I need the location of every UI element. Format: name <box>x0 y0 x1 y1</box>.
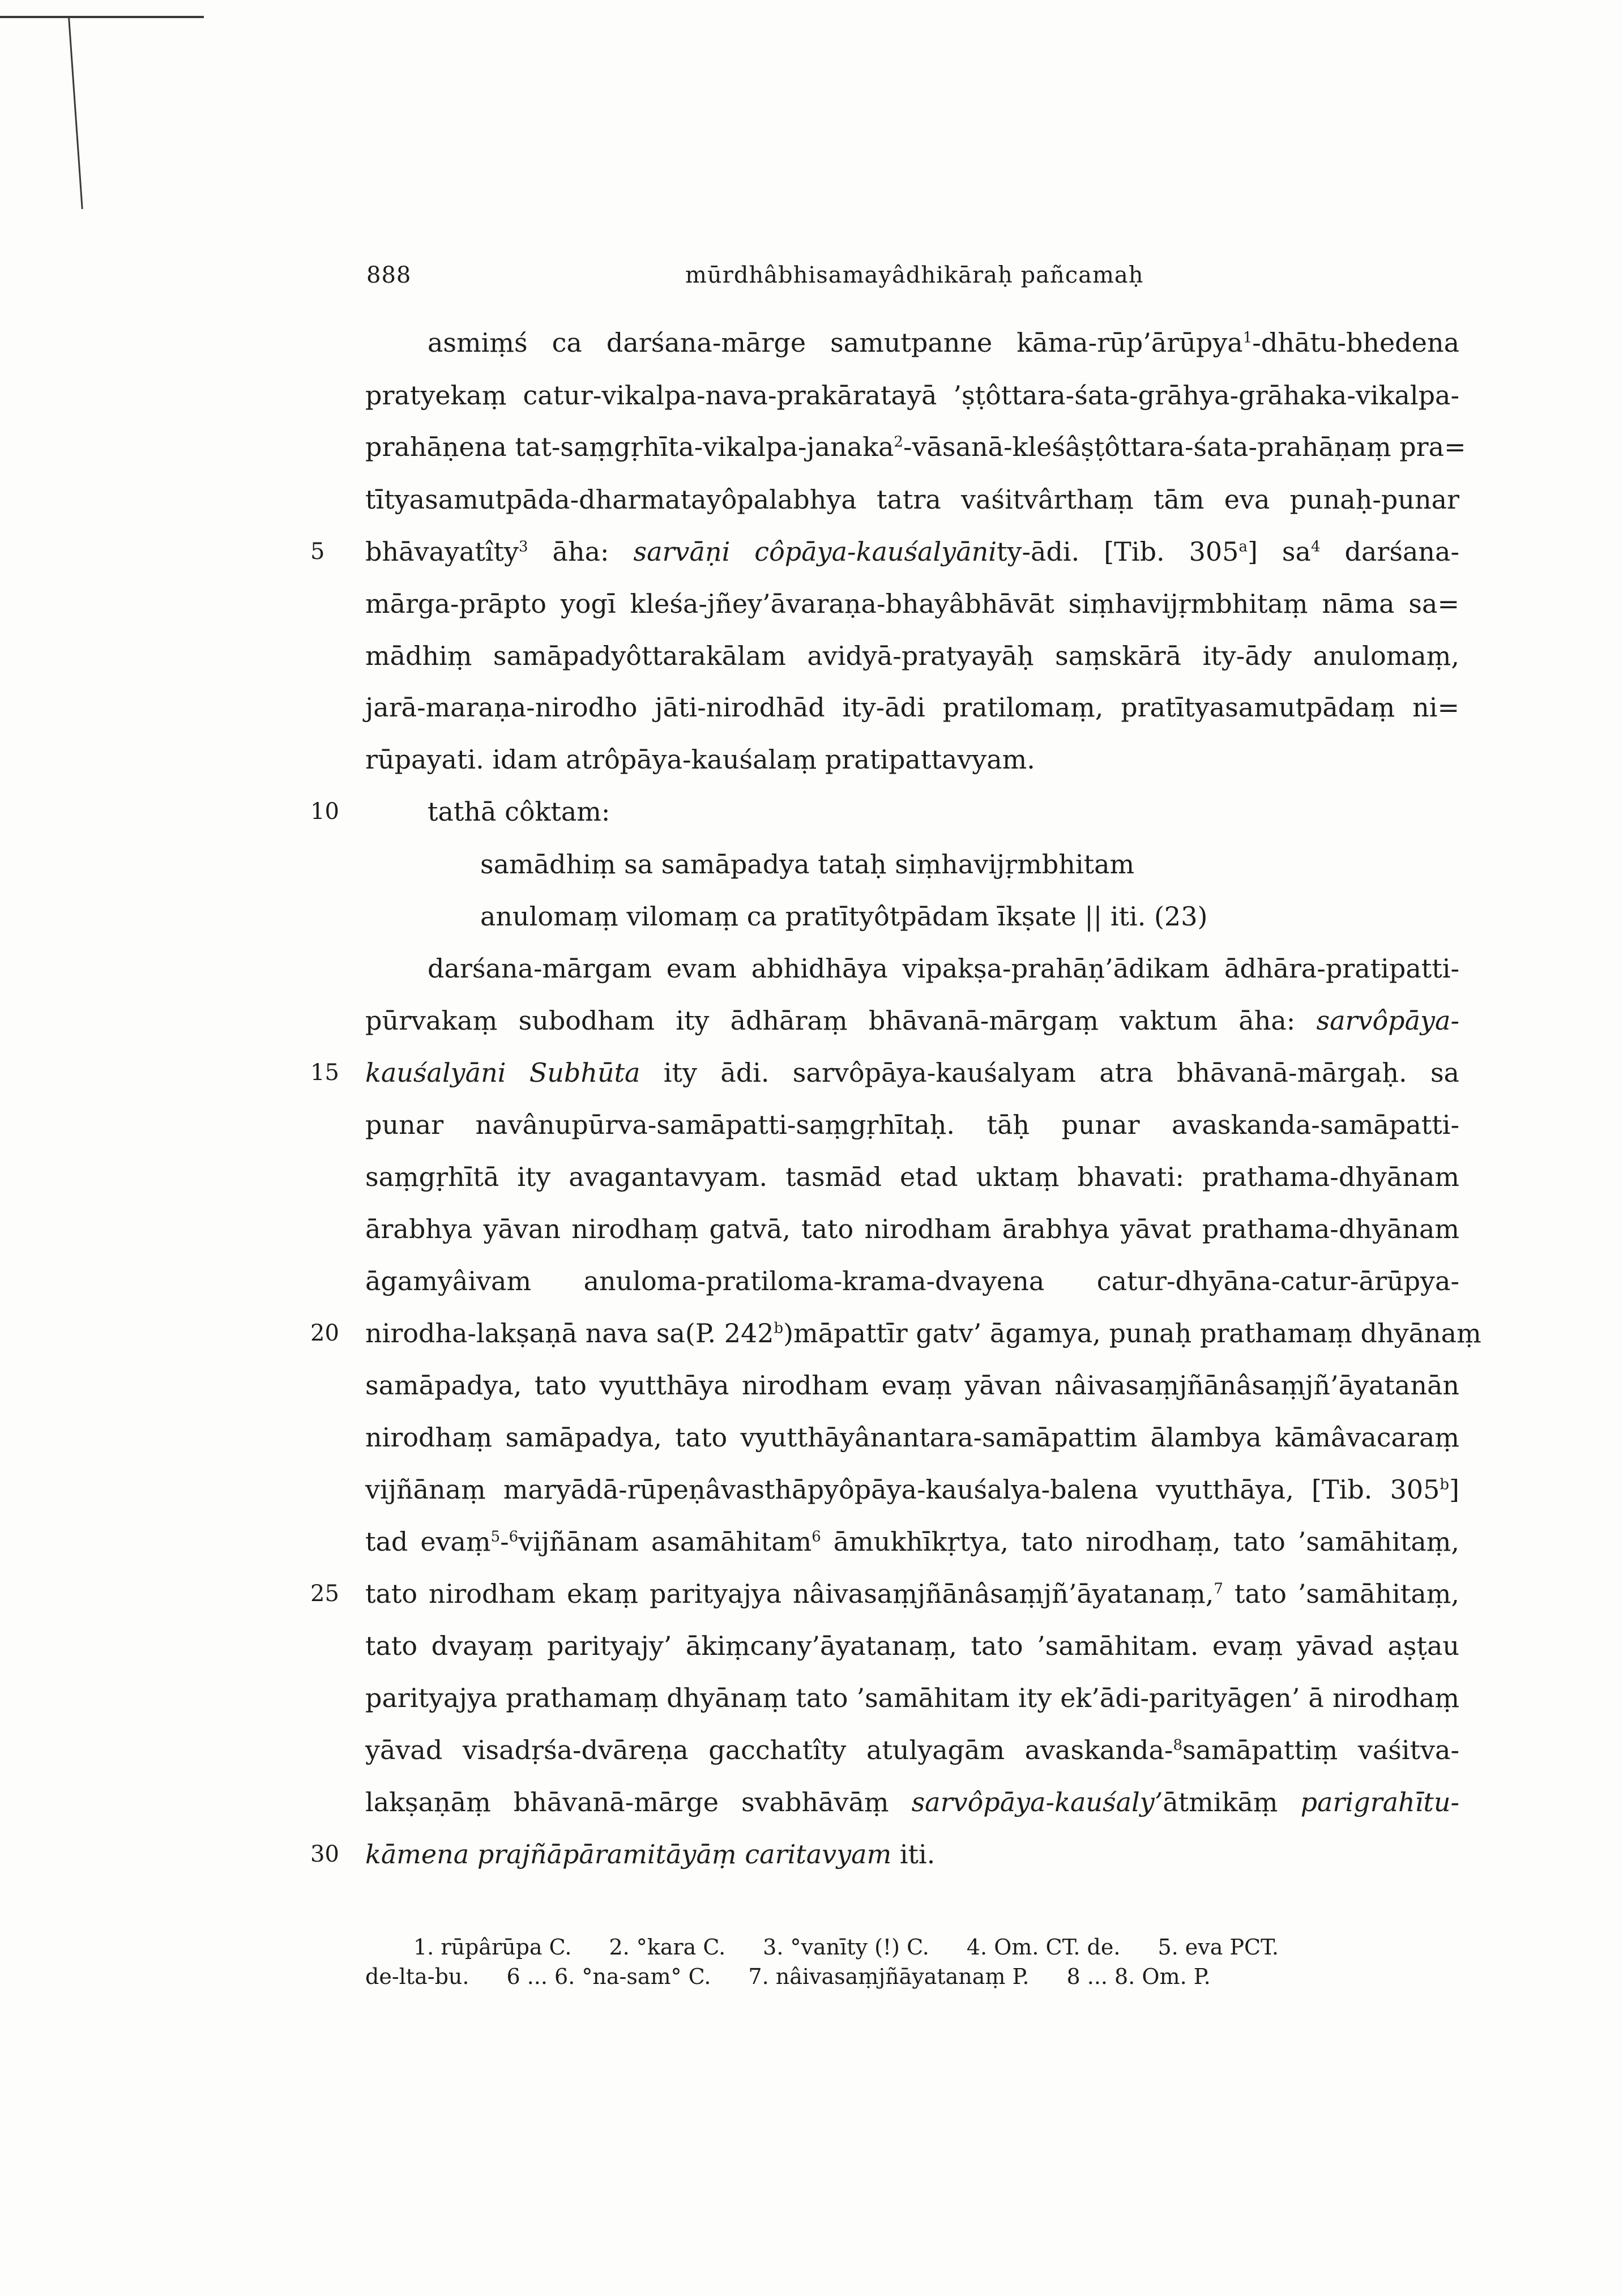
text-line: kāmena prajñāpāramitāyāṃ caritavyam iti. <box>365 1839 936 1870</box>
text-line: pratyekaṃ catur-vikalpa-nava-prakāratayā ’ṣṭôttara-śata-grāhya-grāhaka-vikalpa- <box>365 380 1459 411</box>
text-line: darśana-mārgam evam abhidhāya vipakṣa-prahāṇ’ādikam ādhāra-pratipatti- <box>428 953 1459 984</box>
text-line: parityajya prathamaṃ dhyānaṃ tato ’samāhitam ity ek’ādi-parityāgen’ ā nirodhaṃ <box>365 1683 1459 1713</box>
text-line: tathā côktam: <box>428 796 610 827</box>
text-line: punar navânupūrva-samāpatti-saṃgṛhītaḥ. tāḥ punar avaskanda-samāpatti- <box>365 1109 1459 1140</box>
footnote: 7. nâivasaṃjñāyatanaṃ P. <box>748 1964 1030 1989</box>
footnote: 1. rūpârūpa C. <box>413 1935 572 1960</box>
line-number: 15 <box>310 1060 339 1086</box>
footnote-ref: 1 <box>1242 329 1253 347</box>
text-line: samāpadya, tato vyutthāya nirodham evaṃ yāvan nâivasaṃjñānâsaṃjñ’āyatanān <box>365 1370 1459 1401</box>
footnote-ref: 4 <box>1310 538 1321 556</box>
footnote: 6 ... 6. °na-sam° C. <box>506 1964 711 1989</box>
verse-line: samādhiṃ sa samāpadya tataḥ siṃhavijṛmbhitam <box>480 849 1135 880</box>
footnote-ref: 6 <box>812 1528 821 1546</box>
page-number: 888 <box>366 262 412 288</box>
line-number: 5 <box>310 539 325 565</box>
footnote-ref: 6 <box>509 1528 519 1546</box>
footnote: 4. Om. CT. de. <box>966 1935 1121 1960</box>
line-number: 25 <box>310 1581 339 1607</box>
line-number: 30 <box>310 1841 339 1867</box>
text-line: kauśalyāni Subhūta ity ādi. sarvôpāya-kauśalyam atra bhāvanā-mārgaḥ. sa <box>365 1057 1459 1088</box>
footnote: de-lta-bu. <box>365 1964 469 1989</box>
footnote-ref: 7 <box>1214 1580 1223 1598</box>
verse-line: anulomaṃ vilomaṃ ca pratītyôtpādam īkṣate || iti. (23) <box>480 901 1208 932</box>
text-line: asmiṃś ca darśana-mārge samutpanne kāma-rūp’ārūpya$^1$-dhātu-bhedena <box>428 327 1459 358</box>
footnotes <box>365 1932 1459 1991</box>
line-number: 10 <box>310 799 339 825</box>
footnote-ref: 3 <box>519 538 528 556</box>
scan-edge-mark-horizontal <box>0 16 204 18</box>
text-line: bhāvayatîty$^3$ āha: sarvāṇi côpāya-kauśalyānity-ādi. [Tib. 305$^a$] $sa^4$ darśana- <box>365 536 1459 567</box>
text-line: tato dvayaṃ parityajy’ ākiṃcany’āyatanaṃ, tato ’samāhitam. evaṃ yāvad aṣṭau <box>365 1631 1459 1661</box>
running-head: mūrdhâbhisamayâdhikāraḥ pañcamaḥ <box>685 262 1144 288</box>
text-line: yāvad visadṛśa-dvāreṇa gacchatîty atulyagām avaskanda-$^8$samāpattiṃ vaśitva- <box>365 1735 1460 1765</box>
footnote-line <box>365 1932 1459 1962</box>
text-line: nirodha-lakṣaṇā nava sa(P. 242$^b$)māpattīr gatv’ āgamya, punaḥ prathamaṃ dhyānaṃ <box>365 1318 1481 1348</box>
text-line: mārga-prāpto yogī kleśa-jñey’āvaraṇa-bhayâbhāvāt siṃhavijṛmbhitaṃ nāma sa= <box>365 588 1459 619</box>
text-line: āgamyâivam anuloma-pratiloma-krama-dvayena catur-dhyāna-catur-ārūpya- <box>365 1266 1459 1296</box>
text-line: pūrvakaṃ subodham ity ādhāraṃ bhāvanā-mārgaṃ vaktum āha: sarvôpāya- <box>365 1005 1459 1036</box>
text-line: rūpayati. idam atrôpāya-kauśalaṃ pratipattavyam. <box>365 744 1035 775</box>
footnote: 8 ... 8. Om. P. <box>1066 1964 1211 1989</box>
scan-edge-mark-vertical <box>68 17 83 209</box>
text-line: jarā-maraṇa-nirodho jāti-nirodhād ity-ādi pratilomaṃ, pratītyasamutpādaṃ ni= <box>365 692 1459 723</box>
footnote-ref: 8 <box>1173 1736 1183 1754</box>
text-line: nirodhaṃ samāpadya, tato vyutthāyânantara-samāpattim ālambya kāmâvacaraṃ <box>365 1422 1459 1453</box>
footnote-ref: 2 <box>894 433 903 451</box>
footnote: 3. °vanīty (!) C. <box>763 1935 929 1960</box>
text-line: ārabhya yāvan nirodhaṃ gatvā, tato nirodham ārabhya yāvat prathama-dhyānam <box>365 1214 1459 1244</box>
footnote: 5. eva PCT. <box>1158 1935 1279 1960</box>
text-line: mādhiṃ samāpadyôttarakālam avidyā-pratyayāḥ saṃskārā ity-ādy anulomaṃ, <box>365 641 1459 671</box>
text-line: prahāṇena tat-saṃgṛhīta-vikalpa-janaka$^2$-vāsanā-kleśâṣṭôttara-śata-prahāṇaṃ pra= <box>365 432 1466 462</box>
footnote-line <box>365 1962 1459 1991</box>
text-line: tato nirodham ekaṃ parityajya nâivasaṃjñānâsaṃjñ’āyatanaṃ,$^7$ tato ’samāhitaṃ, <box>365 1578 1459 1609</box>
text-line: saṃgṛhītā ity avagantavyam. tasmād etad uktaṃ bhavati: prathama-dhyānam <box>365 1162 1459 1192</box>
text-line: lakṣaṇāṃ bhāvanā-mārge svabhāvāṃ sarvôpāya-kauśaly’ātmikāṃ parigrahītu- <box>365 1787 1459 1817</box>
footnote: 2. °kara C. <box>609 1935 726 1960</box>
footnote-ref: 5 <box>490 1528 501 1546</box>
text-line: tad evaṃ$^5$-$^6$vijñānam asamāhitam$^6$ āmukhīkṛtya, tato nirodhaṃ, tato ’samāhitaṃ, <box>365 1526 1459 1557</box>
text-line: vijñānaṃ maryādā-rūpeṇâvasthāpyôpāya-kauśalya-balena vyutthāya, [Tib. 305$^b$] <box>365 1474 1459 1505</box>
line-number: 20 <box>310 1320 339 1346</box>
text-line: tītyasamutpāda-dharmatayôpalabhya tatra vaśitvârthaṃ tām eva punaḥ-punar <box>365 484 1459 515</box>
